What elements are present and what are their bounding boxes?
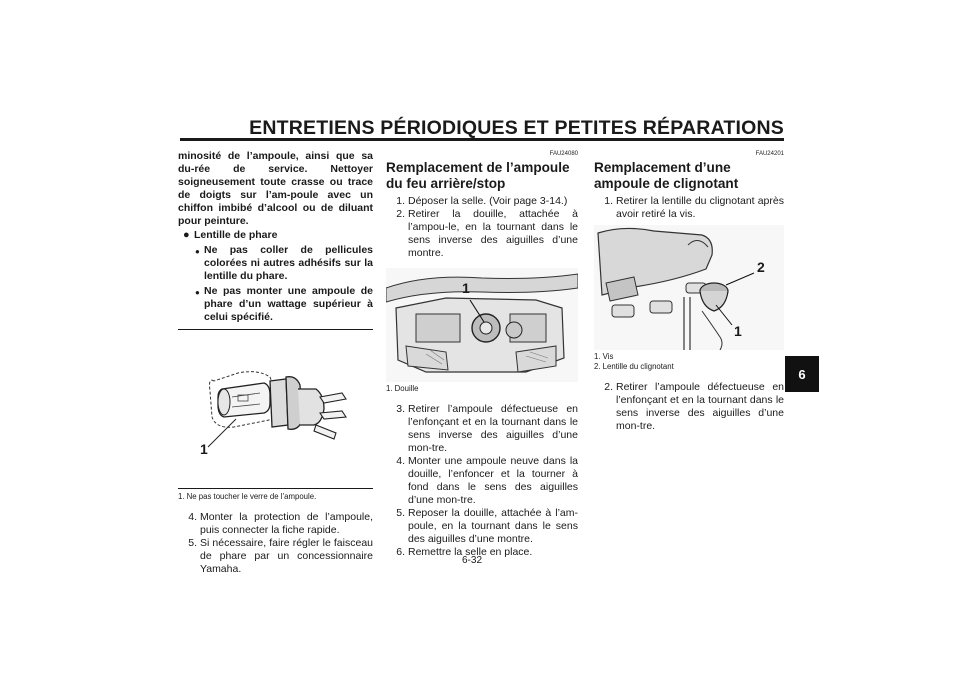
figure-caption: 2. Lentille du clignotant [594,362,674,371]
step-item [178,511,373,537]
step-text: Reposer la douille, attachée à l’am-poule, en la tournant dans le sens des aiguilles d’une montre. [408,507,578,545]
turn-signal-figure [594,225,784,350]
warning-end-rule [178,329,373,331]
turn-signal-illustration [594,225,784,350]
figure-label-1: 1 [462,280,470,296]
bullet-dot-icon: ● [183,229,190,241]
step-item [386,195,578,208]
figure-caption: 1. Vis [594,352,614,361]
page-number: 6-32 [462,555,483,566]
figure-label-2: 2 [757,259,765,275]
sub-bullet-text: Ne pas monter une ampoule de phare d’un wattage supérieur à celui spécifié. [204,285,373,323]
step-number: 1. [604,195,613,207]
column-2 [386,150,578,559]
section-heading: Remplacement d’une ampoule de clignotant [594,160,739,191]
section-heading: Remplacement de l’ampoule du feu arrière/stop [386,160,570,191]
headlight-bulb-figure [178,355,373,489]
figure-caption: 1. Douille [386,384,419,393]
sub-bullet-dot-icon: ● [195,288,200,297]
header-rule [180,138,784,141]
headlight-bulb-illustration [178,355,373,489]
chapter-tab[interactable]: 6 [785,356,819,392]
step-number: 2. [604,381,613,393]
figure-caption: 1. Ne pas toucher le verre de l’ampoule. [178,492,317,501]
step-text: Monter une ampoule neuve dans la douille, l’enfoncer et la tourner à fond dans le sens des aiguilles d’une mon-tre. [408,455,578,506]
step-text: Retirer la lentille du clignotant après avoir retiré la vis. [616,195,784,220]
step-text: Déposer la selle. (Voir page 3-14.) [408,195,568,207]
sub-bullet-text: Ne pas coller de pellicules colorées ni autres adhésifs sur la lentille du phare. [204,244,373,282]
taillight-socket-figure [386,268,578,382]
sub-bullet [178,285,373,324]
step-number: 1. [396,195,405,207]
step-number: 6. [396,546,405,558]
sub-bullet-dot-icon: ● [195,247,200,256]
section-code: FAU24201 [755,151,784,157]
bullet-label: Lentille de phare [194,229,278,241]
step-text: Remettre la selle en place. [408,546,533,558]
taillight-socket-illustration [386,268,578,382]
step-item [178,537,373,576]
step-item [386,208,578,260]
step-item [594,381,784,433]
column-3 [594,150,784,433]
step-item [386,403,578,455]
step-number: 4. [188,511,197,523]
step-text: Retirer l’ampoule défectueuse en l’enfonçant et en la tournant dans le sens inverse des aiguilles d’une mon-tre. [616,381,784,432]
step-number: 5. [396,507,405,519]
page-header-title: ENTRETIENS PÉRIODIQUES ET PETITES RÉPARATIONS [249,117,784,139]
section-code: FAU24080 [549,151,578,157]
step-text: Retirer la douille, attachée à l’ampou-le, en la tournant dans le sens inverse des aiguilles d’une montre. [408,208,578,259]
step-number: 5. [188,537,197,549]
step-item [594,195,784,221]
step-text: Monter la protection de l’ampoule, puis connecter la fiche rapide. [200,511,373,536]
step-number: 2. [396,208,405,220]
figure-label-1: 1 [734,323,742,339]
step-text: Retirer l’ampoule défectueuse en l’enfonçant et en la tournant dans le sens inverse des aiguilles d’une mon-tre. [408,403,578,454]
figure-label-1: 1 [200,441,208,457]
bullet-headlight-lens [178,229,373,242]
warning-text: minosité de l’ampoule, ainsi que sa du-rée de service. Nettoyer soigneusement toute crasse ou trace de doigts sur l’am-poule avec un chiffon imbibé d’alcool ou de diluant pour peinture. [178,150,373,227]
sub-bullet [178,244,373,283]
step-text: Si nécessaire, faire régler le faisceau de phare par un concessionnaire Yamaha. [200,537,373,575]
step-item [386,507,578,546]
step-number: 3. [396,403,405,415]
step-number: 4. [396,455,405,467]
column-1 [178,150,373,576]
step-item [386,455,578,507]
